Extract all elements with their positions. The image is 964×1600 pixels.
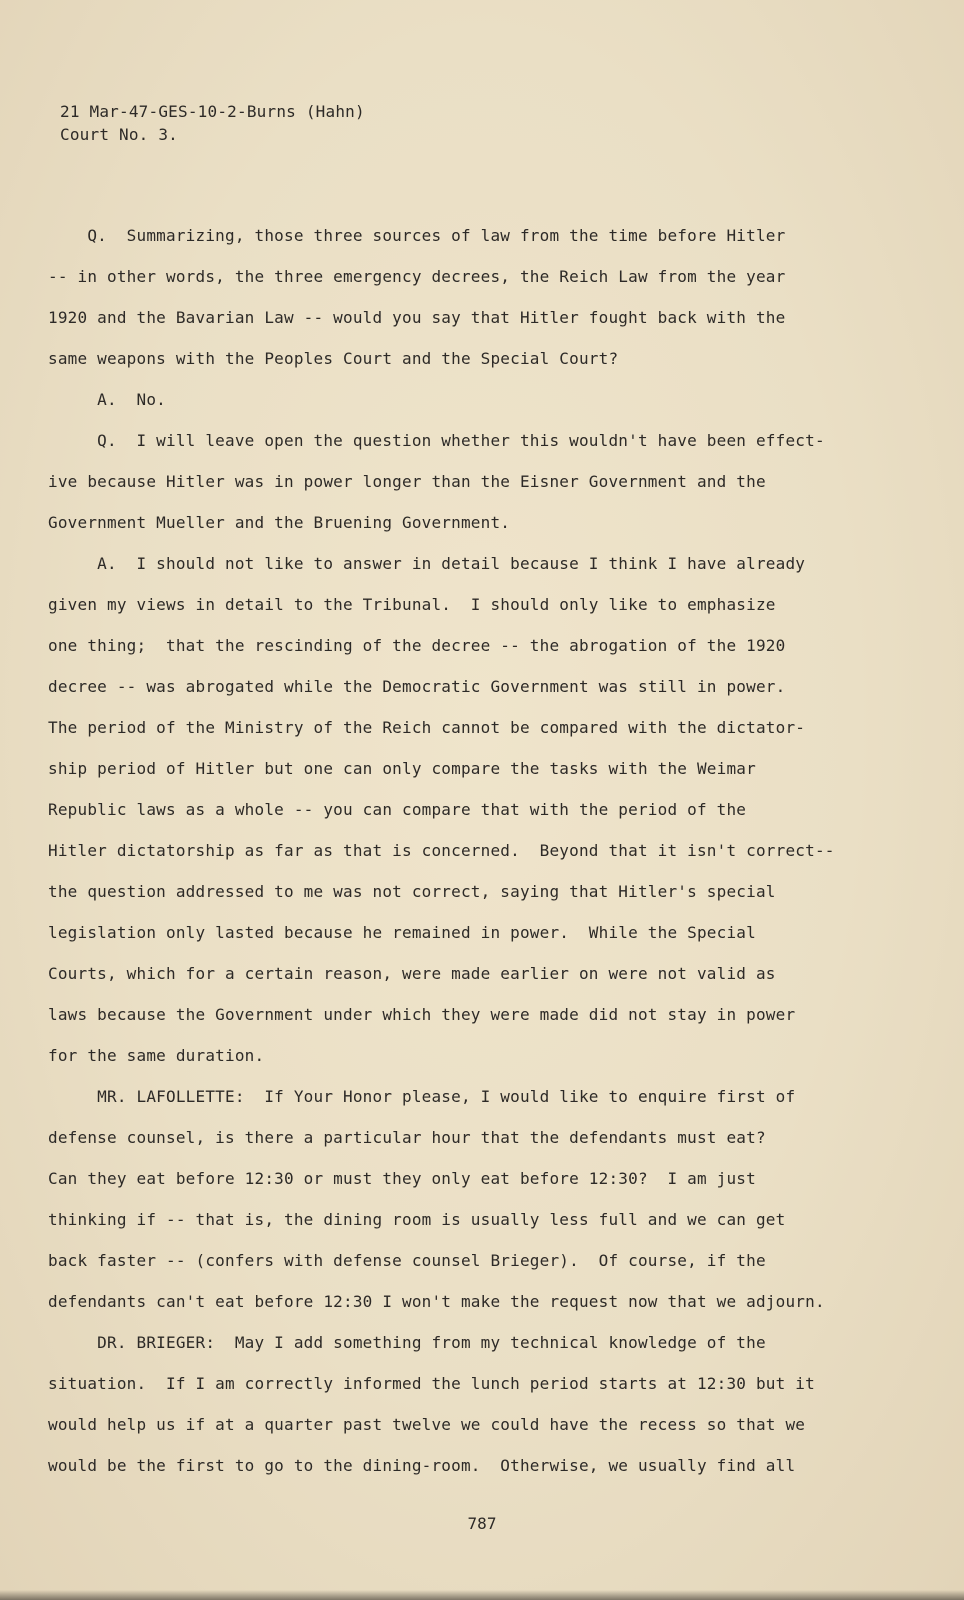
header-line-2: Court No. 3. bbox=[60, 125, 178, 144]
body-line: defendants can't eat before 12:30 I won't make the request now that we adjourn. bbox=[48, 1292, 825, 1311]
body-line: MR. LAFOLLETTE: If Your Honor please, I would like to enquire first of bbox=[48, 1087, 796, 1106]
body-line: situation. If I am correctly informed the lunch period starts at 12:30 but it bbox=[48, 1374, 815, 1393]
body-line: same weapons with the Peoples Court and the Special Court? bbox=[48, 349, 619, 368]
body-line: one thing; that the rescinding of the decree -- the abrogation of the 1920 bbox=[48, 636, 786, 655]
body-line: Q. I will leave open the question whether this wouldn't have been effect- bbox=[48, 431, 825, 450]
body-line: ship period of Hitler but one can only compare the tasks with the Weimar bbox=[48, 759, 756, 778]
body-line: A. No. bbox=[48, 390, 166, 409]
page-number: 787 bbox=[467, 1514, 497, 1533]
body-line: thinking if -- that is, the dining room is usually less full and we can get bbox=[48, 1210, 786, 1229]
body-line: ive because Hitler was in power longer than the Eisner Government and the bbox=[48, 472, 766, 491]
body-line: laws because the Government under which they were made did not stay in power bbox=[48, 1005, 796, 1024]
body-line: A. I should not like to answer in detail because I think I have already bbox=[48, 554, 806, 573]
page-edge-shadow bbox=[0, 1590, 964, 1600]
body-line: for the same duration. bbox=[48, 1046, 265, 1065]
body-line: 1920 and the Bavarian Law -- would you say that Hitler fought back with the bbox=[48, 308, 786, 327]
body-line: Hitler dictatorship as far as that is concerned. Beyond that it isn't correct-- bbox=[48, 841, 835, 860]
body-line: legislation only lasted because he remained in power. While the Special bbox=[48, 923, 756, 942]
body-line: Government Mueller and the Bruening Government. bbox=[48, 513, 511, 532]
document-header bbox=[60, 100, 365, 146]
body-line: Republic laws as a whole -- you can compare that with the period of the bbox=[48, 800, 747, 819]
body-line: -- in other words, the three emergency decrees, the Reich Law from the year bbox=[48, 267, 786, 286]
body-line: would be the first to go to the dining-room. Otherwise, we usually find all bbox=[48, 1456, 796, 1475]
body-line: decree -- was abrogated while the Democratic Government was still in power. bbox=[48, 677, 786, 696]
body-line: the question addressed to me was not correct, saying that Hitler's special bbox=[48, 882, 776, 901]
body-line: given my views in detail to the Tribunal. I should only like to emphasize bbox=[48, 595, 776, 614]
body-line: back faster -- (confers with defense counsel Brieger). Of course, if the bbox=[48, 1251, 766, 1270]
body-line: defense counsel, is there a particular hour that the defendants must eat? bbox=[48, 1128, 766, 1147]
body-line: would help us if at a quarter past twelve we could have the recess so that we bbox=[48, 1415, 806, 1434]
body-line: The period of the Ministry of the Reich cannot be compared with the dictator- bbox=[48, 718, 806, 737]
body-line: Courts, which for a certain reason, were made earlier on were not valid as bbox=[48, 964, 776, 983]
body-line: Q. Summarizing, those three sources of law from the time before Hitler bbox=[48, 226, 786, 245]
header-line-1: 21 Mar-47-GES-10-2-Burns (Hahn) bbox=[60, 102, 365, 121]
body-line: Can they eat before 12:30 or must they only eat before 12:30? I am just bbox=[48, 1169, 756, 1188]
body-line: DR. BRIEGER: May I add something from my technical knowledge of the bbox=[48, 1333, 766, 1352]
